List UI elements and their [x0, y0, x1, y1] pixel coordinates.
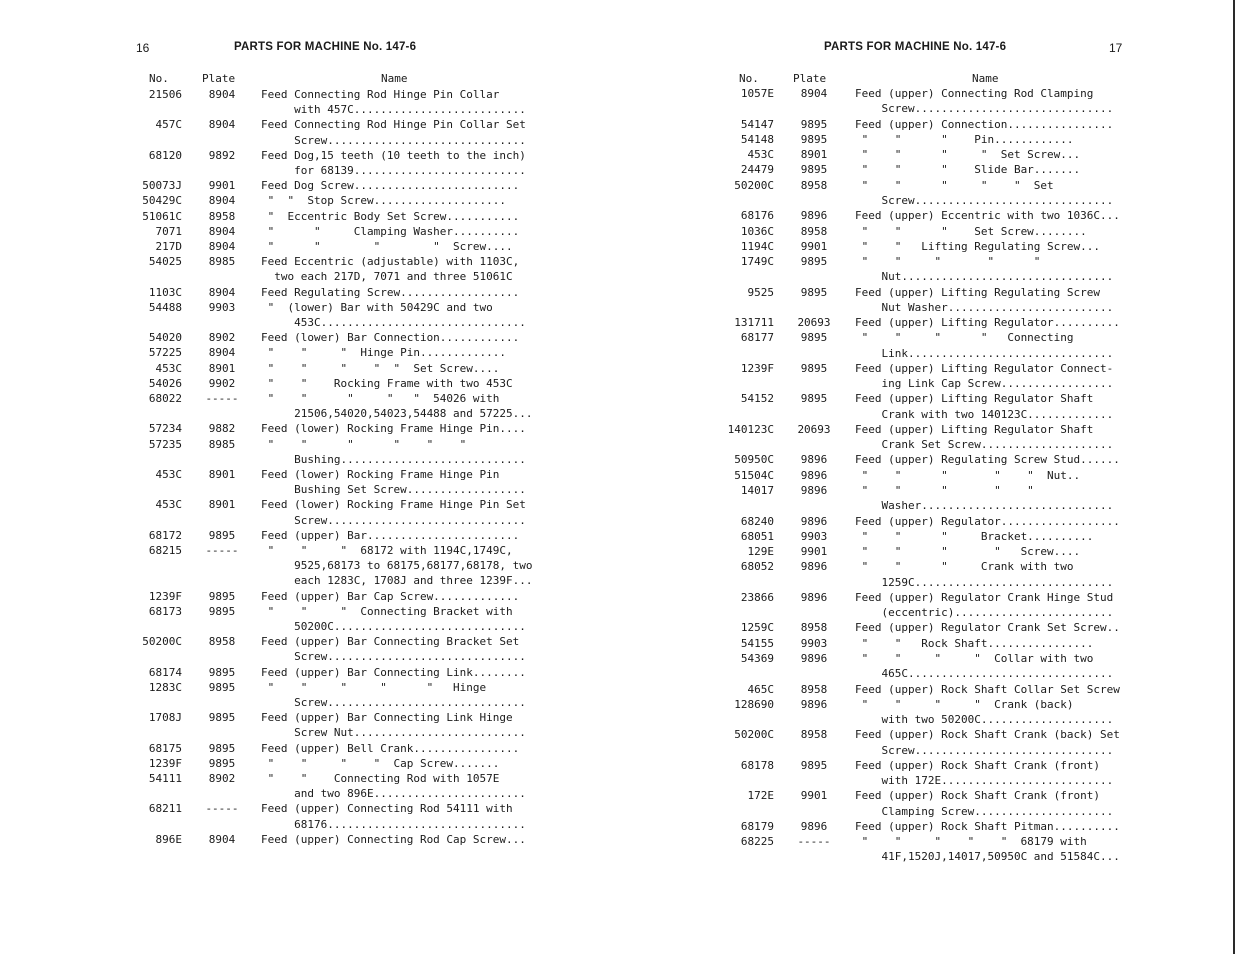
- plate-number: 8958: [208, 209, 236, 223]
- part-number: 68179: [740, 819, 774, 833]
- part-number: 21506: [148, 88, 182, 101]
- plate-number: 8902: [208, 331, 236, 345]
- plate-number: 9895: [800, 132, 828, 146]
- plate-number: 9896: [800, 468, 828, 482]
- left-page: [0, 0, 612, 954]
- plate-number: -----: [797, 835, 831, 849]
- part-name: " " " Bracket..........: [855, 529, 1094, 543]
- plate-number: 8985: [208, 255, 236, 269]
- plate-number: 9896: [800, 453, 828, 467]
- part-name: Feed (upper) Rock Shaft Pitman..........: [855, 819, 1120, 833]
- plate-number: 8904: [208, 832, 236, 846]
- part-number: 128690: [734, 697, 774, 711]
- part-name: Feed (upper) Bar Connecting Bracket Set Screw..............................: [261, 635, 526, 664]
- part-number: 68173: [148, 604, 182, 618]
- part-name: " " " Hinge Pin.............: [261, 346, 507, 360]
- plate-number: 9895: [208, 711, 236, 725]
- plate-number: 8904: [208, 224, 236, 238]
- part-name: " " Rocking Frame with two 453C: [261, 376, 513, 390]
- part-name: " " " " " 54026 with 21506,54020,54023,54488 and 57225...: [267, 392, 533, 421]
- page-title: PARTS FOR MACHINE No. 147-6: [824, 41, 1007, 53]
- plate-number: 9895: [208, 528, 236, 542]
- part-number: 896E: [155, 832, 182, 846]
- part-name: " " " Pin............: [855, 132, 1074, 146]
- plate-number: 8901: [208, 498, 236, 512]
- plate-number: 8904: [800, 87, 828, 100]
- plate-number: -----: [205, 392, 239, 405]
- part-name: Feed Eccentric (adjustable) with 1103C, two each 217D, 7071 and three 51061C: [261, 255, 520, 284]
- column-header-plate: Plate: [793, 72, 827, 85]
- part-number: 68215: [148, 544, 182, 557]
- plate-number: 9895: [208, 680, 236, 694]
- plate-number: 9901: [800, 239, 828, 253]
- part-name: Feed Connecting Rod Hinge Pin Collar Set Screw..............................: [261, 118, 526, 147]
- part-number: 1708J: [148, 711, 182, 725]
- part-number: 68211: [148, 802, 182, 816]
- plate-number: 8901: [208, 468, 236, 481]
- part-number: 1283C: [148, 680, 182, 694]
- part-number: 54155: [740, 636, 774, 650]
- part-name: Feed Dog,15 teeth (10 teeth to the inch) for 68139..........................: [261, 148, 526, 177]
- part-name: " " " " " Nut..: [855, 468, 1081, 482]
- part-name: " " Connecting Rod with 1057E and two 896E.......................: [267, 772, 526, 801]
- part-number: 24479: [740, 163, 774, 177]
- part-number: 9525: [747, 285, 774, 299]
- part-number: 54488: [148, 300, 182, 314]
- part-name: " " " " " Nut................................: [861, 255, 1114, 284]
- part-name: Feed (lower) Rocking Frame Hinge Pin....: [261, 422, 526, 436]
- part-number: 68176: [740, 209, 774, 223]
- part-name: " " " " " Set Screw....: [261, 361, 500, 375]
- part-number: 68172: [148, 528, 182, 542]
- part-number: 1239F: [148, 589, 182, 603]
- part-name: " " " " " Washer.............................: [861, 484, 1114, 513]
- plate-number: 8904: [208, 346, 236, 360]
- part-name: Feed (upper) Lifting Regulator..........: [855, 316, 1120, 330]
- part-number: 23866: [740, 590, 774, 604]
- part-name: " Eccentric Body Set Screw...........: [261, 209, 520, 223]
- plate-number: 9896: [800, 484, 828, 497]
- plate-number: 8904: [208, 285, 236, 299]
- part-name: " (lower) Bar with 50429C and two 453C...............................: [267, 300, 526, 329]
- part-number: 14017: [740, 484, 774, 497]
- right-page: [612, 0, 1238, 954]
- part-name: Feed (upper) Lifting Regulator Connect- ing Link Cap Screw.................: [855, 361, 1114, 391]
- part-number: 50429C: [142, 194, 182, 208]
- plate-number: 9896: [800, 514, 828, 528]
- plate-number: 8904: [208, 194, 236, 208]
- part-name: " " " " Connecting Link...............................: [861, 331, 1114, 360]
- part-name: " " " " " Set Screw..............................: [861, 178, 1114, 207]
- plate-number: 9901: [800, 545, 828, 559]
- part-number: 54025: [148, 255, 182, 269]
- part-number: 54152: [740, 392, 774, 406]
- part-number: 68177: [740, 331, 774, 345]
- part-name: " " " Crank with two 1259C..............................: [861, 560, 1114, 589]
- plate-number: 9895: [800, 392, 828, 406]
- plate-number: 9903: [208, 300, 236, 314]
- part-name: " " " 68172 with 1194C,1749C, 9525,68173 to 68175,68177,68178, two each 1283C, 1708J and three 1239F...: [267, 544, 533, 588]
- plate-number: 9895: [208, 604, 236, 618]
- part-number: 54147: [740, 117, 774, 131]
- part-number: 1259C: [740, 621, 774, 635]
- part-number: 54369: [740, 652, 774, 665]
- part-name: Feed (upper) Eccentric with two 1036C...: [855, 209, 1120, 223]
- part-number: 453C: [155, 468, 182, 481]
- part-number: 68175: [148, 741, 182, 755]
- plate-number: 9901: [208, 179, 236, 193]
- part-number: 453C: [155, 361, 182, 375]
- plate-number: 8901: [800, 148, 828, 162]
- column-header-plate: Plate: [202, 72, 236, 85]
- part-name: Feed (upper) Lifting Regulating Screw Nut Washer.........................: [855, 285, 1114, 314]
- plate-number: 9895: [800, 163, 828, 177]
- part-number: 50200C: [142, 635, 182, 649]
- part-number: 453C: [747, 148, 774, 162]
- plate-number: 8904: [208, 240, 236, 253]
- part-number: 1103C: [148, 285, 182, 299]
- part-name: " " " Connecting Bracket with 50200C.............................: [267, 604, 526, 633]
- part-name: Feed (upper) Lifting Regulator Shaft Crank with two 140123C.............: [855, 392, 1114, 421]
- plate-number: 9882: [208, 422, 236, 436]
- plate-number: 8958: [800, 621, 828, 635]
- plate-number: 9896: [800, 819, 828, 833]
- column-header-no: No.: [149, 72, 169, 85]
- part-name: Feed (upper) Connection................: [855, 117, 1114, 131]
- part-name: " " " " " 68179 with 41F,1520J,14017,50950C and 51584C...: [861, 835, 1120, 864]
- plate-number: 8904: [208, 118, 236, 132]
- page-number: 16: [136, 41, 150, 55]
- part-number: 140123C: [727, 422, 774, 436]
- plate-number: 20693: [797, 316, 831, 330]
- page-title: PARTS FOR MACHINE No. 147-6: [234, 41, 417, 53]
- part-number: 50073J: [142, 179, 182, 193]
- part-name: " " " " Crank (back) with two 50200C....................: [861, 697, 1114, 726]
- part-number: 1057E: [740, 87, 774, 100]
- part-number: 1749C: [740, 255, 774, 269]
- plate-number: 9896: [800, 697, 828, 711]
- part-number: 131711: [734, 316, 774, 330]
- part-number: 1239F: [740, 361, 774, 375]
- part-number: 57235: [148, 437, 182, 451]
- part-name: Feed (upper) Lifting Regulator Shaft Crank Set Screw....................: [855, 422, 1114, 452]
- part-name: Feed (upper) Rock Shaft Crank (front) with 172E..........................: [855, 758, 1114, 787]
- column-header-name: Name: [972, 72, 999, 85]
- plate-number: 9903: [800, 636, 828, 650]
- part-number: 465C: [747, 682, 774, 696]
- part-name: Feed (upper) Bell Crank................: [261, 741, 520, 755]
- part-name: " " " Set Screw........: [855, 224, 1087, 238]
- part-number: 453C: [155, 498, 182, 512]
- plate-number: 9895: [800, 331, 828, 345]
- plate-number: 9895: [208, 756, 236, 770]
- plate-number: 9895: [800, 285, 828, 299]
- part-name: Feed (upper) Rock Shaft Collar Set Screw: [855, 682, 1120, 696]
- part-name: Feed (upper) Rock Shaft Crank (back) Set Screw..............................: [855, 728, 1120, 757]
- plate-number: 8985: [208, 437, 236, 451]
- plate-number: 9895: [208, 589, 236, 603]
- part-name: Feed (upper) Bar.......................: [261, 528, 520, 542]
- plate-number: 8901: [208, 361, 236, 375]
- part-number: 1194C: [740, 239, 774, 253]
- part-number: 54020: [148, 331, 182, 345]
- part-number: 68174: [148, 665, 182, 679]
- part-name: " " Stop Screw....................: [261, 194, 507, 208]
- part-name: Feed (upper) Connecting Rod Clamping Screw..............................: [855, 87, 1114, 116]
- part-name: Feed (upper) Connecting Rod 54111 with 68176..............................: [261, 802, 526, 831]
- plate-number: 9902: [208, 376, 236, 390]
- part-number: 68240: [740, 514, 774, 528]
- part-number: 129E: [747, 545, 774, 559]
- part-name: Feed (upper) Regulating Screw Stud......: [855, 453, 1120, 467]
- part-number: 50200C: [734, 178, 774, 192]
- plate-number: 8958: [800, 178, 828, 192]
- part-name: Feed Connecting Rod Hinge Pin Collar with 457C..........................: [261, 88, 526, 117]
- part-name: " " " " Screw....: [855, 545, 1081, 559]
- part-number: 68052: [740, 560, 774, 574]
- part-name: Feed (upper) Bar Cap Screw.............: [261, 589, 520, 603]
- part-number: 51504C: [734, 468, 774, 482]
- part-name: " " Lifting Regulating Screw...: [855, 239, 1101, 253]
- part-number: 172E: [747, 789, 774, 803]
- part-name: " " Rock Shaft................: [855, 636, 1094, 650]
- part-number: 50200C: [734, 728, 774, 742]
- part-name: Feed (upper) Bar Connecting Link Hinge Screw Nut..........................: [261, 711, 526, 740]
- plate-number: 8958: [800, 728, 828, 742]
- part-number: 1036C: [740, 224, 774, 238]
- plate-number: 9895: [800, 255, 828, 269]
- column-header-name: Name: [381, 72, 408, 85]
- part-number: 68178: [740, 758, 774, 772]
- part-name: Feed (upper) Regulator Crank Set Screw..: [855, 621, 1120, 635]
- part-number: 68225: [740, 835, 774, 849]
- plate-number: 20693: [797, 422, 831, 436]
- part-name: Feed (lower) Rocking Frame Hinge Pin Set Screw..............................: [261, 498, 526, 527]
- part-number: 54111: [148, 772, 182, 785]
- part-name: Feed (upper) Regulator..................: [855, 514, 1120, 528]
- plate-number: 8958: [800, 224, 828, 238]
- part-name: Feed (upper) Connecting Rod Cap Screw...: [261, 832, 526, 846]
- plate-number: 8904: [208, 88, 236, 101]
- plate-number: 8902: [208, 772, 236, 785]
- plate-number: 8958: [208, 635, 236, 649]
- part-number: 1239F: [148, 756, 182, 770]
- part-name: " " " " Cap Screw.......: [261, 756, 500, 770]
- plate-number: 9895: [800, 758, 828, 772]
- plate-number: 9895: [800, 361, 828, 375]
- part-name: Feed Dog Screw.........................: [261, 179, 520, 193]
- part-name: Feed (lower) Rocking Frame Hinge Pin Bushing Set Screw..................: [261, 468, 526, 497]
- part-name: Feed Regulating Screw..................: [261, 285, 520, 299]
- part-name: Feed (upper) Bar Connecting Link........: [261, 665, 526, 679]
- plate-number: 9896: [800, 209, 828, 223]
- part-number: 217D: [155, 240, 182, 253]
- part-number: 7071: [155, 224, 182, 238]
- plate-number: 9901: [800, 789, 828, 803]
- plate-number: 9895: [208, 741, 236, 755]
- part-number: 68051: [740, 529, 774, 543]
- plate-number: 9892: [208, 148, 236, 162]
- plate-number: 9895: [208, 665, 236, 679]
- plate-number: -----: [205, 544, 239, 557]
- part-number: 68022: [148, 392, 182, 405]
- part-name: " " " " Set Screw...: [855, 148, 1081, 162]
- part-name: " " " " Collar with two 465C...............................: [861, 652, 1114, 681]
- part-number: 50950C: [734, 453, 774, 467]
- plate-number: -----: [205, 802, 239, 816]
- plate-number: 9896: [800, 560, 828, 574]
- part-number: 51061C: [142, 209, 182, 223]
- part-number: 54148: [740, 132, 774, 146]
- part-number: 57225: [148, 346, 182, 360]
- part-name: " " " " Screw....: [261, 240, 513, 253]
- part-name: " " " " " Hinge Screw..............................: [267, 680, 526, 709]
- part-number: 54026: [148, 376, 182, 390]
- plate-number: 9896: [800, 590, 828, 604]
- part-name: Feed (upper) Regulator Crank Hinge Stud (eccentric)........................: [855, 590, 1114, 620]
- part-number: 68120: [148, 148, 182, 162]
- page-number: 17: [1109, 41, 1123, 55]
- part-name: Feed (lower) Bar Connection............: [261, 331, 520, 345]
- part-number: 57234: [148, 422, 182, 436]
- part-name: " " " Slide Bar.......: [855, 163, 1081, 177]
- column-header-no: No.: [739, 72, 759, 85]
- page-binding-edge: [1233, 0, 1235, 954]
- plate-number: 9896: [800, 652, 828, 665]
- plate-number: 8958: [800, 682, 828, 696]
- part-number: 457C: [155, 118, 182, 132]
- part-name: Feed (upper) Rock Shaft Crank (front) Clamping Screw.....................: [855, 789, 1114, 818]
- part-name: " " Clamping Washer..........: [261, 224, 520, 238]
- plate-number: 9903: [800, 529, 828, 543]
- plate-number: 9895: [800, 117, 828, 131]
- part-name: " " " " " " Bushing............................: [267, 437, 526, 466]
